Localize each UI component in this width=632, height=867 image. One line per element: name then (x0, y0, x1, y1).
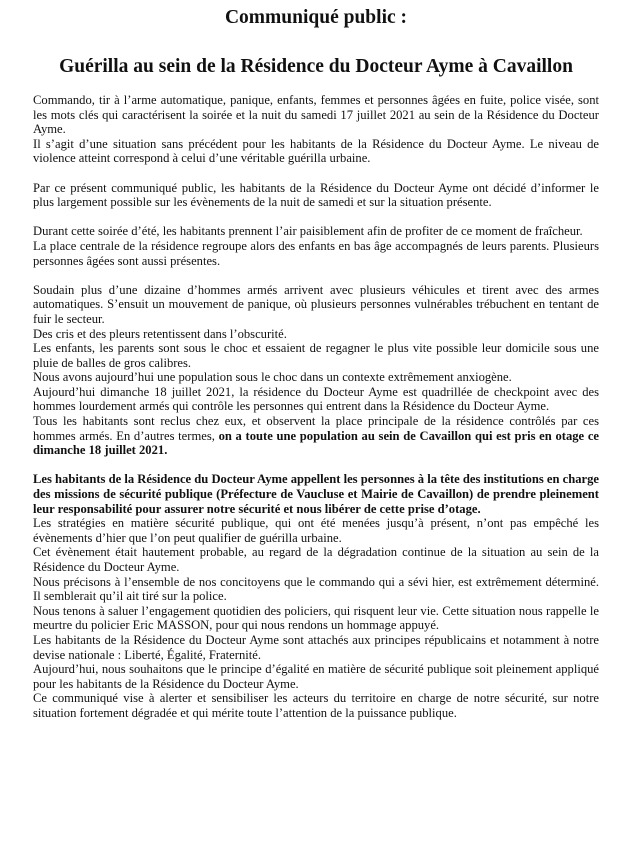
paragraph-gap (33, 458, 599, 473)
paragraph-gap (33, 166, 599, 181)
paragraph-armed-men: Soudain plus d’une dizaine d’hommes armés arrivent avec plusieurs véhicules et tirent avec des armes automatiques. S’ensuit un mouvement de panique, où plusieurs personnes vulnérables trébuchent en tentant de fuir le secteur. (33, 282, 599, 326)
paragraph-republican-principles: Les habitants de la Résidence du Docteur Ayme sont attachés aux principes républicains et notamment à notre devise nationale : Liberté, Égalité, Fraternité. (33, 632, 599, 662)
paragraph-gap (33, 268, 599, 283)
paragraph-hostage (33, 414, 599, 458)
paragraph-hostage-emphasis: on a toute une population au sein de Cavaillon qui est pris en otage ce dimanche 18 juillet 2021 (33, 428, 599, 458)
paragraph-population-shock: Nous avons aujourd’hui une population sous le choc dans un contexte extrêmement anxiogène. (33, 370, 512, 385)
paragraph-commando: Nous précisons à l’ensemble de nos concitoyens que le commando qui a sévi hier, est extrêmement déterminé. Il semblerait qu’il ait tiré sur la police. (33, 574, 599, 604)
paragraph-strategies: Les stratégies en matière sécurité publique, qui ont été menées jusqu’à présent, n’ont pas empêché les évènements d’hier que l’on peut qualifier de guérilla urbaine. (33, 516, 599, 545)
paragraph-probable: Cet évènement était hautement probable, au regard de la dégradation continue de la situation au sein de la Résidence du Docteur Ayme. (33, 545, 599, 574)
paragraph-hostage-end: . (164, 443, 168, 458)
paragraph-hostage-text: Tous les habitants sont reclus chez eux, et observent la place principale de la résidence contrôlés par ces hommes armés. En d’autres termes, (33, 414, 599, 443)
paragraph-appeal: Les habitants de la Résidence du Docteur Ayme appellent les personnes à la tête des institutions en charge des missions de sécurité publique (Préfecture de Vaucluse et Mairie de Cavaillon) de prendre pleinement leur responsabilité pour assurer notre sécurité et nous libérer de cette prise d’otage. (33, 472, 599, 516)
paragraph-police-tribute: Nous tenons à saluer l’engagement quotidien des policiers, qui risquent leur vie. Cette situation nous rappelle le meurtre du policier Eric MASSON, pour qui nous rendons un hommage appuyé. (33, 603, 599, 633)
paragraph-cries: Des cris et des pleurs retentissent dans l’obscurité. (33, 326, 287, 341)
paragraph-summer-evening: Durant cette soirée d’été, les habitants prennent l’air paisiblement afin de profiter de ce moment de fraîcheur. (33, 224, 583, 239)
page-title: Communiqué public : (224, 7, 408, 28)
paragraph-gap (33, 210, 599, 225)
paragraph-alert: Ce communiqué vise à alerter et sensibiliser les acteurs du territoire en charge de notre sécurité, sur notre situation fortement dégradée et qui mérite toute l’attention de la puissance publique. (33, 691, 599, 720)
page-subtitle: Guérilla au sein de la Résidence du Docteur Ayme à Cavaillon (59, 56, 573, 77)
paragraph-checkpoint: Aujourd’hui dimanche 18 juillet 2021, la résidence du Docteur Ayme est quadrillée de checkpoint avec des hommes lourdement armés qui contrôle les personnes qui entrent dans la Résidence du Docteur Ayme. (33, 384, 599, 414)
paragraph-intro: Commando, tir à l’arme automatique, panique, enfants, femmes et personnes âgées en fuite, police visée, sont les mots clés qui caractérisent la soirée et la nuit du samedi 17 juillet 2021 au sein de la Résidence du Docteur Ayme. (33, 93, 599, 137)
paragraph-equality: Aujourd’hui, nous souhaitons que le principe d’égalité en matière de sécurité publique soit pleinement appliqué pour les habitants de la Résidence du Docteur Ayme. (33, 662, 599, 691)
paragraph-children-parents: Les enfants, les parents sont sous le choc et essaient de regagner le plus vite possible leur domicile sous une pluie de balles de gros calibres. (33, 341, 599, 370)
paragraph-central-square: La place centrale de la résidence regroupe alors des enfants en bas âge accompagnés de leurs parents. Plusieurs personnes âgées sont aussi présentes. (33, 238, 599, 268)
paragraph-purpose: Par ce présent communiqué public, les habitants de la Résidence du Docteur Ayme ont décidé d’informer le plus largement possible sur les évènements de la nuit de samedi et sur la situation présente. (33, 180, 599, 210)
paragraph-unprecedented: Il s’agit d’une situation sans précédent pour les habitants de la Résidence du Docteur Ayme. Le niveau de violence atteint correspond à celui d’une véritable guérilla urbaine. (33, 136, 599, 166)
